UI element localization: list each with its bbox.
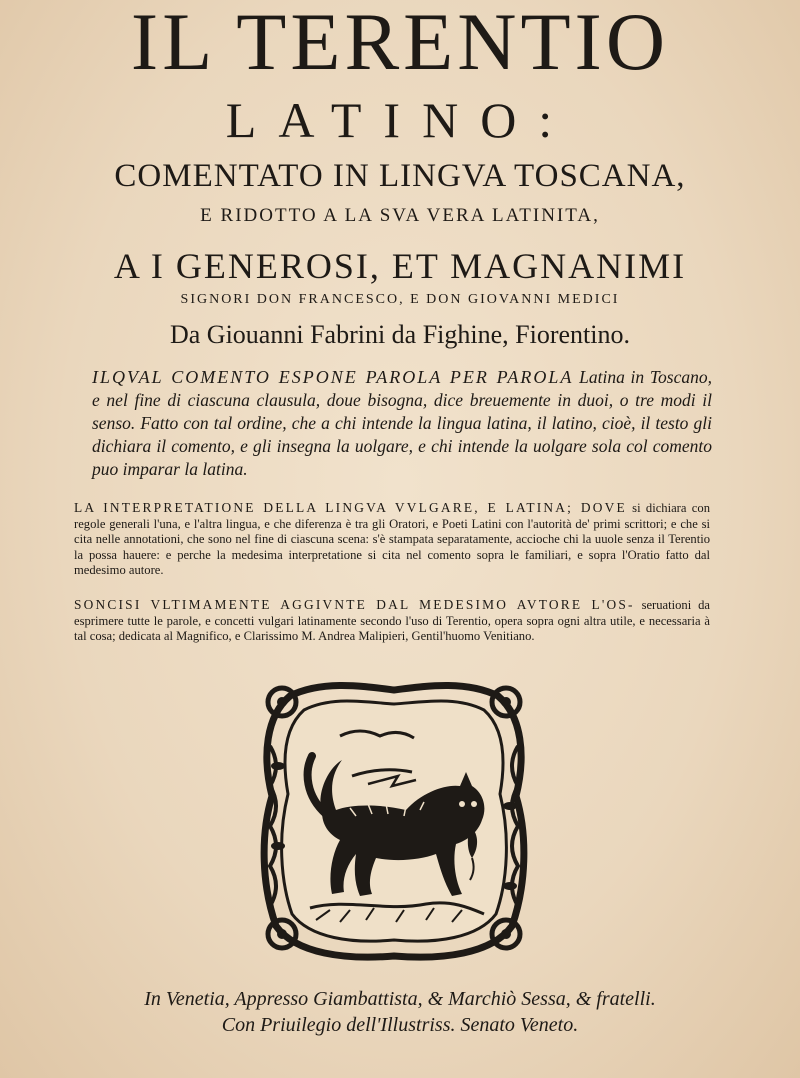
paragraph-1-lead: ILQVAL COMENTO ESPONE PAROLA PER PAROLA: [92, 367, 574, 387]
imprint-line-1: In Venetia, Appresso Giambattista, & Marchiò Sessa, & fratelli.: [144, 988, 656, 1010]
paragraph-2-body: si dichiara con regole generali l'una, e l'altra lingua, e che diferenza è tra gli Oratori, e Poeti Latini con l'autorità de' primi scrittori; e che si cita nelle annotationi, che sono nel fine di ciascuna scena: s'è stampata separatamente, accioche chi la uuole senza il Terentio la possa hauere: e perche la medesima interpretatione si cita nel comento sopra le familiari, e sopra l'Oratio fatto dal medesimo autore.: [74, 501, 710, 578]
title-line-1: IL TERENTIO: [130, 0, 670, 87]
paragraph-3-body: seruationi da esprimere tutte le parole, e concetti vulgari latinamente secondo l'uso di Terentio, opera sopra ogni altra utile, e necessaria à tal cosa; dedicata al Magnifico, e Clarissimo M. Andrea Malipieri, Gentil'huomo Venitiano.: [74, 598, 710, 644]
dedicatees-line: SIGNORI DON FRANCESCO, E DON GIOVANNI MEDICI: [180, 292, 620, 307]
paragraph-1-body: Latina in Toscano, e nel fine di ciascuna clausula, doue bisogna, dice breuemente in duoi, o tre modi il senso. Fatto con tal ordine, che a chi intende la lingua latina, il latino, cioè, il testo gli dichiara il comento, e gli insegna la uolgare, e chi intende la uolgare sola col comento puo imparar la latina.: [92, 367, 712, 479]
title-line-3: COMENTATO IN LINGVA TOSCANA,: [114, 158, 686, 194]
cat-with-mouse-woodcut-emblem-icon: [256, 676, 532, 962]
paragraph-3-lead: SONCISI VLTIMAMENTE AGGIVNTE DAL MEDESIMO AVTORE L'OS-: [74, 597, 635, 612]
title-line-4: E RIDOTTO A LA SVA VERA LATINITA,: [200, 205, 600, 226]
description-paragraph-3: [74, 597, 710, 645]
description-paragraph-1: [92, 366, 712, 481]
author-line: Da Giouanni Fabrini da Fighine, Fiorentino.: [169, 320, 630, 349]
imprint-line-2: Con Priuilegio dell'Illustriss. Senato Veneto.: [221, 1014, 579, 1036]
description-paragraph-2: [74, 500, 710, 579]
paragraph-2-lead: LA INTERPRETATIONE DELLA LINGVA VVLGARE, E LATINA; DOVE: [74, 500, 627, 515]
dedication-line: A I GENEROSI, ET MAGNANIMI: [113, 246, 687, 286]
title-line-2: LATINO:: [225, 92, 575, 148]
